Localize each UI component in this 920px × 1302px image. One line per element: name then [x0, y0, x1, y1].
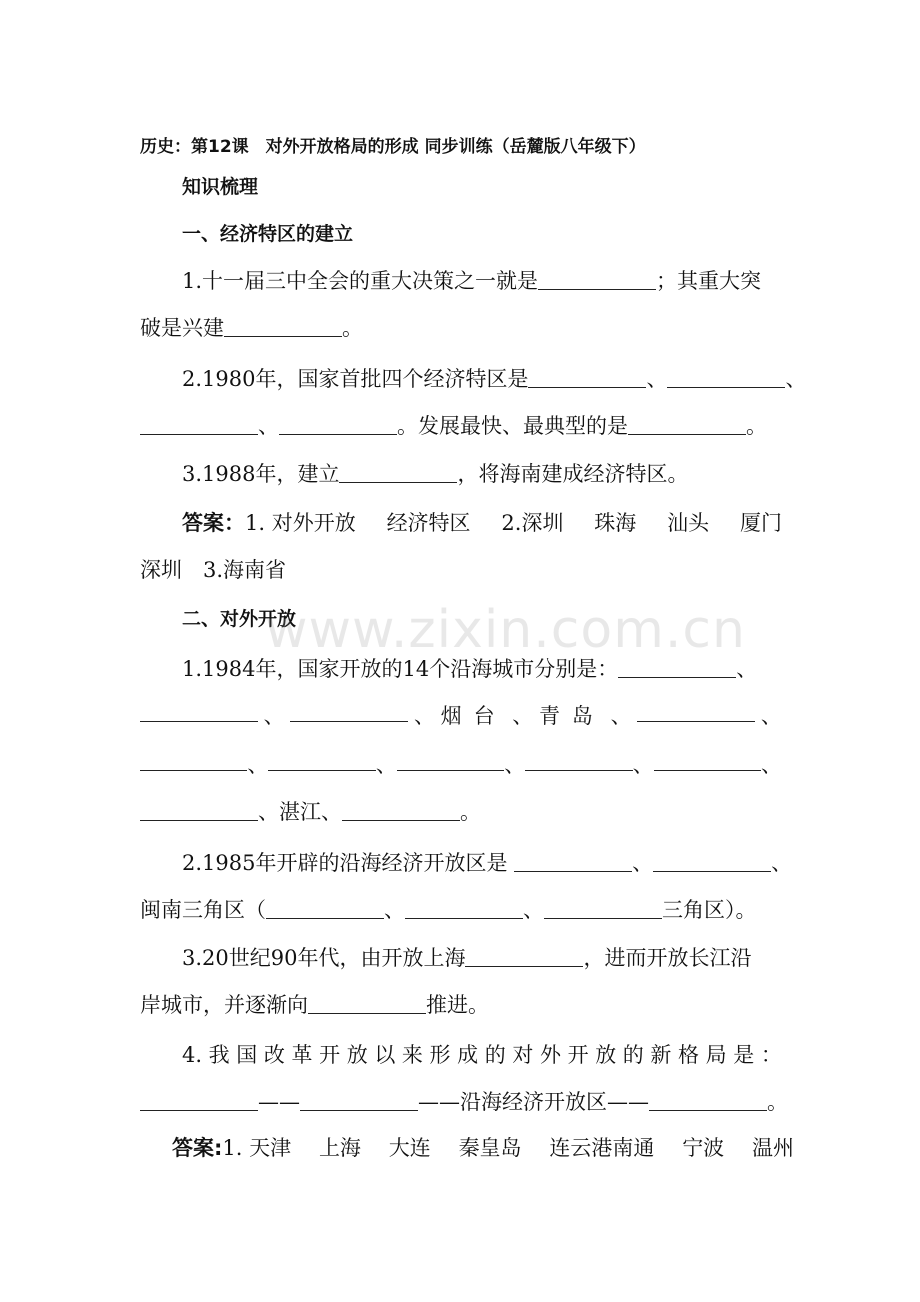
q4-char: 革 [291, 1043, 313, 1067]
q4-char: 外 [539, 1043, 561, 1067]
q4-char: 以 [374, 1043, 396, 1067]
blank[interactable] [628, 414, 746, 435]
q4-char: 是 [733, 1043, 755, 1067]
q4-char: 的 [484, 1043, 506, 1067]
s2-q3-line1: 3.20世纪90年代，由开放上海 ，进而开放长江沿 [182, 946, 752, 970]
s1-q2-line2: 、 。发展最快、最典型的是 。 [140, 411, 782, 441]
q4-char: ： [760, 1043, 782, 1067]
q4-char: 开 [319, 1043, 341, 1067]
q4-char: 4. [182, 1043, 203, 1067]
blank[interactable] [339, 462, 457, 483]
blank[interactable] [538, 269, 656, 290]
s1-answer-line1: 答案：1. 对外开放 经济特区 2.深圳 珠海 汕头 厦门 [182, 511, 782, 535]
document-title: 历史：第12课 对外开放格局的形成 同步训练（岳麓版八年级下） [140, 137, 646, 157]
blank[interactable] [637, 701, 755, 722]
s2-q4-line1 [140, 1040, 782, 1070]
blank[interactable] [290, 701, 408, 722]
s1-q1-line2: 破是兴建 。 [140, 316, 363, 340]
s2-q2-line2: 闽南三角区（ 、 、 三角区）。 [140, 898, 757, 922]
blank[interactable] [140, 800, 258, 821]
answer-label: 答案: [172, 1136, 223, 1160]
s1-q2-line1: 2.1980年，国家首批四个经济特区是 、 、 [182, 367, 807, 391]
blank[interactable] [140, 750, 247, 771]
blank[interactable] [653, 851, 771, 872]
blank[interactable] [140, 701, 258, 722]
s2-q2-line1: 2.1985年开辟的沿海经济开放区是 、 、 [182, 851, 793, 875]
q4-char: 改 [263, 1043, 285, 1067]
blank[interactable] [342, 800, 460, 821]
blank[interactable] [544, 898, 662, 919]
q4-char: 来 [401, 1043, 423, 1067]
s2-q1-line1: 1.1984年，国家开放的14个沿海城市分别是： 、 [182, 657, 758, 681]
s1-answer-line2: 深圳 3.海南省 [140, 558, 287, 582]
blank[interactable] [266, 898, 384, 919]
s2-q1-line3: 、 、 、 、 、 [140, 750, 782, 780]
s2-q1-line4: 、湛江、 。 [140, 797, 782, 827]
q4-char: 国 [236, 1043, 258, 1067]
blank[interactable] [140, 1090, 258, 1111]
q4-char: 我 [208, 1043, 230, 1067]
s1-q3: 3.1988年，建立 ，将海南建成经济特区。 [182, 462, 689, 486]
q4-char: 形 [429, 1043, 451, 1067]
section-2-heading: 二、对外开放 [182, 608, 297, 630]
q4-char: 格 [678, 1043, 700, 1067]
q4-char: 对 [512, 1043, 534, 1067]
blank[interactable] [308, 993, 426, 1014]
blank[interactable] [268, 750, 375, 771]
q4-char: 局 [705, 1043, 727, 1067]
blank[interactable] [649, 1090, 767, 1111]
blank[interactable] [279, 414, 397, 435]
s2-q1-line2: 、 、 烟台 、 青岛 、 、 [140, 701, 782, 731]
blank[interactable] [140, 414, 258, 435]
blank[interactable] [300, 1090, 418, 1111]
q4-char: 开 [567, 1043, 589, 1067]
blank[interactable] [618, 657, 736, 678]
blank[interactable] [514, 851, 632, 872]
s2-q3-line2: 岸城市，并逐渐向 推进。 [140, 993, 489, 1017]
blank[interactable] [654, 750, 761, 771]
blank[interactable] [528, 367, 646, 388]
blank[interactable] [405, 898, 523, 919]
section-1-heading: 一、经济特区的建立 [182, 223, 354, 245]
q4-char: 的 [622, 1043, 644, 1067]
q4-char: 成 [457, 1043, 479, 1067]
s1-q1-line1: 1.十一届三中全会的重大决策之一就是 ；其重大突 [182, 269, 762, 293]
blank[interactable] [397, 750, 504, 771]
blank[interactable] [465, 946, 583, 967]
blank[interactable] [224, 316, 342, 337]
s2-answer-line1: 答案:1. 天津 上海 大连 秦皇岛 连云港南通 宁波 温州 [172, 1136, 794, 1160]
blank[interactable] [667, 367, 785, 388]
watermark: www.zixin.com.cn [265, 600, 746, 660]
q4-char: 放 [346, 1043, 368, 1067]
q4-char: 新 [650, 1043, 672, 1067]
s2-q4-line2: —— ——沿海经济开放区—— 。 [140, 1087, 782, 1117]
q4-char: 放 [595, 1043, 617, 1067]
blank[interactable] [525, 750, 632, 771]
answer-label: 答案： [182, 511, 245, 535]
section-overview: 知识梳理 [182, 176, 259, 198]
